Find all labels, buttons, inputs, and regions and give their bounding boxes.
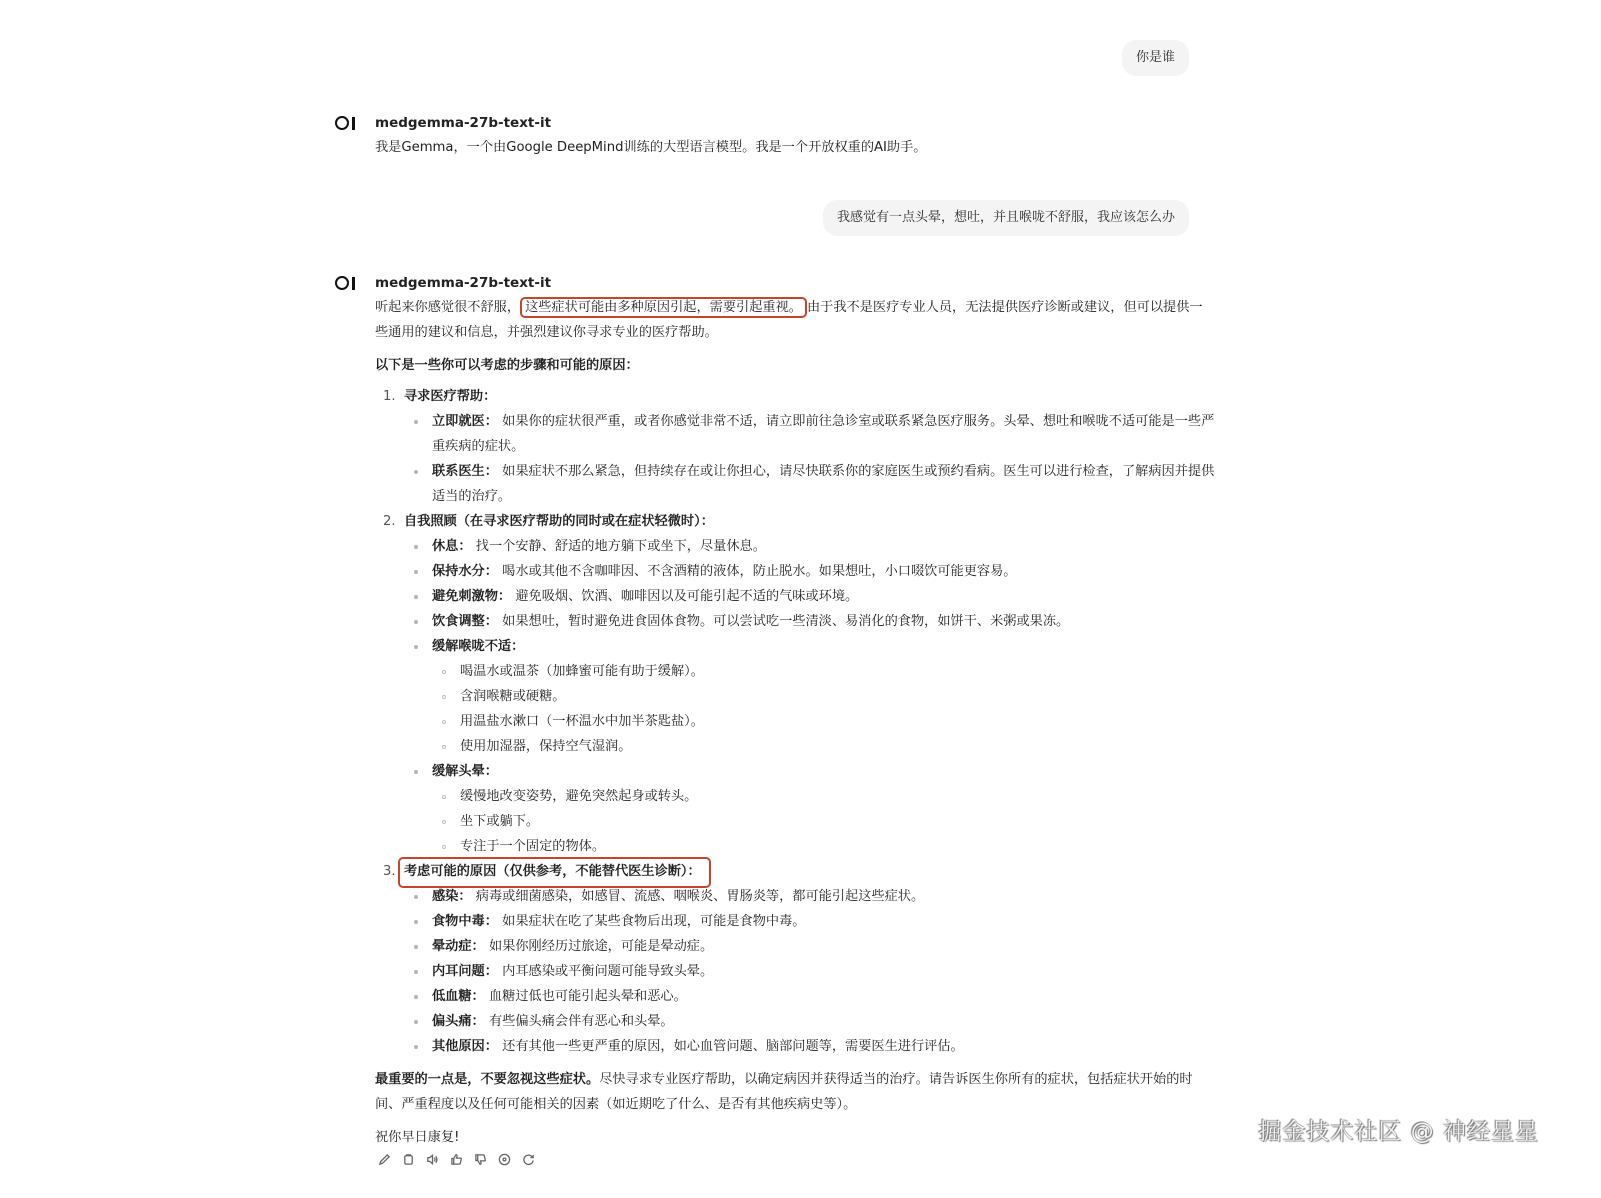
item-label: 饮食调整： <box>432 614 498 629</box>
sub-list-item: 用温盐水漱口（一杯温水中加半茶匙盐）。 <box>432 709 1215 734</box>
item-label: 缓解喉咙不适： <box>432 639 525 654</box>
regenerate-icon[interactable] <box>521 1152 535 1166</box>
item-text-content: 还有其他一些更严重的原因，如心血管问题、脑部问题等，需要医生进行评估。 <box>502 1039 964 1054</box>
sub-list-item: 使用加湿器，保持空气湿润。 <box>432 734 1215 759</box>
list-item <box>404 909 1215 934</box>
speaker-icon[interactable] <box>425 1152 439 1166</box>
info-icon[interactable] <box>497 1152 511 1166</box>
item-label: 内耳问题： <box>432 964 498 979</box>
closing-wish: 祝你早日康复! <box>375 1130 460 1145</box>
step-title-row <box>383 384 1215 409</box>
item-text-content: 如果症状不那么紧急，但持续存在或让你担心，请尽快联系你的家庭医生或预约看病。医生可以进行检查，了解病因并提供适当的治疗。 <box>432 464 1215 504</box>
item-text-content: 病毒或细菌感染，如感冒、流感、咽喉炎、胃肠炎等，都可能引起这些症状。 <box>475 889 925 904</box>
intro-text-post: 由于我不是医疗专业人员，无法提供医疗诊断或建议，但可以提供一些通用的建议和信息，并强烈建议你寻求专业的医疗帮助。 <box>375 300 1203 340</box>
list-item <box>404 559 1215 584</box>
intro-paragraph <box>375 295 1215 345</box>
step-title: 寻求医疗帮助： <box>404 389 497 404</box>
highlighted-section-title <box>398 857 711 888</box>
closing-bold: 最重要的一点是，不要忽视这些症状。 <box>375 1072 600 1087</box>
list-item <box>404 409 1215 459</box>
list-item <box>404 759 1215 859</box>
item-text-content: 如果你的症状很严重，或者你感觉非常不适，请立即前往急诊室或联系紧急医疗服务。头晕、想吐和喉咙不适可能是一些严重疾病的症状。 <box>432 414 1215 454</box>
user-message-text: 我感觉有一点头晕，想吐，并且喉咙不舒服，我应该怎么办 <box>836 210 1175 225</box>
user-message-text: 你是谁 <box>1135 50 1175 65</box>
thumbs-down-icon[interactable] <box>473 1152 487 1166</box>
sub-items <box>432 784 1215 859</box>
step-number: 1. <box>383 389 396 404</box>
list-item <box>404 959 1215 984</box>
item-label: 联系医生： <box>432 464 498 479</box>
step-section <box>375 859 1215 1059</box>
item-label: 晕动症： <box>432 939 485 954</box>
assistant-message <box>335 273 1215 1166</box>
highlighted-sentence: 这些症状可能由多种原因引起，需要引起重视。 <box>520 297 807 318</box>
sub-list-item: 专注于一个固定的物体。 <box>432 834 1215 859</box>
list-item <box>404 934 1215 959</box>
steps-list <box>375 384 1215 1059</box>
assistant-message-text: 我是Gemma，一个由Google DeepMind训练的大型语言模型。我是一个开放权重的AI助手。 <box>375 140 927 155</box>
item-label: 保持水分： <box>432 564 498 579</box>
thumbs-up-icon[interactable] <box>449 1152 463 1166</box>
steps-heading: 以下是一些你可以考虑的步骤和可能的原因： <box>375 358 639 373</box>
item-label: 感染： <box>432 889 472 904</box>
item-label: 缓解头晕： <box>432 764 498 779</box>
list-item <box>404 584 1215 609</box>
step-number: 3. <box>383 864 396 879</box>
item-text-content: 找一个安静、舒适的地方躺下或坐下，尽量休息。 <box>475 539 766 554</box>
closing-text: 尽快寻求专业医疗帮助，以确定病因并获得适当的治疗。请告诉医生你所有的症状，包括症状开始的时间、严重程度以及任何可能相关的因素（如近期吃了什么、是否有其他疾病史等）。 <box>375 1072 1193 1112</box>
step-title: 自我照顾（在寻求医疗帮助的同时或在症状轻微时）： <box>404 514 714 529</box>
list-item <box>404 634 1215 759</box>
list-item <box>404 459 1215 509</box>
step-items <box>404 409 1215 509</box>
sub-list-item: 喝温水或温茶（加蜂蜜可能有助于缓解）。 <box>432 659 1215 684</box>
step-section <box>375 384 1215 509</box>
watermark: 掘金技术社区 @ 神经星星 <box>1258 1119 1539 1145</box>
item-text-content: 如果症状在吃了某些食物后出现，可能是食物中毒。 <box>502 914 806 929</box>
item-text-content: 如果想吐，暂时避免进食固体食物。可以尝试吃一些清淡、易消化的食物，如饼干、米粥或果冻。 <box>502 614 1070 629</box>
list-item <box>404 1034 1215 1059</box>
user-message-bubble <box>1122 40 1189 76</box>
model-avatar-icon <box>335 275 357 291</box>
item-text-content: 有些偏头痛会伴有恶心和头晕。 <box>488 1014 674 1029</box>
item-label: 食物中毒： <box>432 914 498 929</box>
item-label: 偏头痛： <box>432 1014 485 1029</box>
closing-paragraph <box>375 1067 1215 1117</box>
item-text-content: 血糖过低也可能引起头晕和恶心。 <box>488 989 687 1004</box>
intro-text-pre: 听起来你感觉很不舒服， <box>375 300 521 315</box>
copy-icon[interactable] <box>401 1152 415 1166</box>
sub-list-item: 含润喉糖或硬糖。 <box>432 684 1215 709</box>
item-text-content: 避免吸烟、饮酒、咖啡因以及可能引起不适的气味或环境。 <box>515 589 859 604</box>
sub-list-item: 缓慢地改变姿势，避免突然起身或转头。 <box>432 784 1215 809</box>
list-item <box>404 534 1215 559</box>
step-items <box>404 884 1215 1059</box>
assistant-message <box>335 113 1215 160</box>
model-avatar-icon <box>335 115 357 131</box>
item-label: 低血糖： <box>432 989 485 1004</box>
item-text-content: 如果你刚经历过旅途，可能是晕动症。 <box>488 939 714 954</box>
step-title-row <box>383 509 1215 534</box>
item-label: 避免刺激物： <box>432 589 512 604</box>
step-items <box>404 534 1215 859</box>
model-name: medgemma-27b-text-it <box>375 275 552 291</box>
list-item <box>404 984 1215 1009</box>
model-name: medgemma-27b-text-it <box>375 115 552 131</box>
list-item <box>404 609 1215 634</box>
item-text-content: 喝水或其他不含咖啡因、不含酒精的液体，防止脱水。如果想吐，小口啜饮可能更容易。 <box>502 564 1017 579</box>
sub-items <box>432 659 1215 759</box>
user-message-bubble <box>823 200 1189 236</box>
list-item <box>404 1009 1215 1034</box>
step-title: 考虑可能的原因（仅供参考，不能替代医生诊断）： <box>404 864 701 879</box>
message-actions <box>377 1152 1215 1166</box>
step-section <box>375 509 1215 859</box>
item-label: 立即就医： <box>432 414 498 429</box>
item-text-content: 内耳感染或平衡问题可能导致头晕。 <box>502 964 714 979</box>
item-label: 其他原因： <box>432 1039 498 1054</box>
item-label: 休息： <box>432 539 472 554</box>
edit-icon[interactable] <box>377 1152 391 1166</box>
sub-list-item: 坐下或躺下。 <box>432 809 1215 834</box>
step-number: 2. <box>383 514 396 529</box>
